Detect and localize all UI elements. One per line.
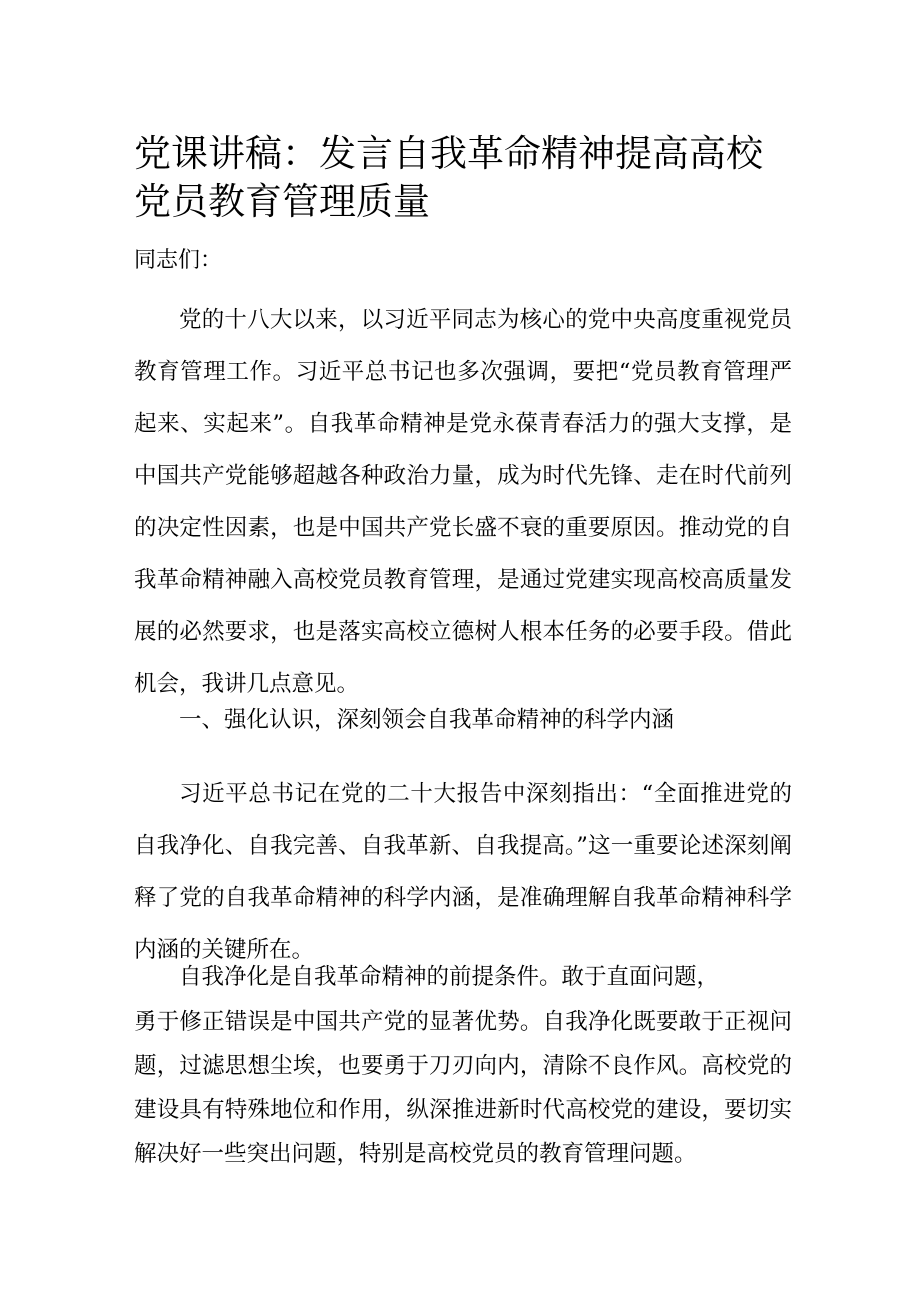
- paragraph-intro: 党的十八大以来，以习近平同志为核心的党中央高度重视党员教育管理工作。习近平总书记也多次强调，要把“党员教育管理严起来、实起来”。自我革命精神是党永葆青春活力的强大支撑，是中国共产党能够超越各种政治力量，成为时代先锋、走在时代前列的决定性因素，也是中国共产党长盛不衰的重要原因。推动党的自我革命精神融入高校党员教育管理，是通过党建实现高校高质量发展的必然要求，也是落实高校立德树人根本任务的必要手段。借此机会，我讲几点意见。: [134, 307, 792, 697]
- paragraph-3-first-line: 自我净化是自我革命精神的前提条件。敢于直面问题，: [179, 964, 720, 990]
- paragraph-2: 习近平总书记在党的二十大报告中深刻指出：“全面推进党的自我净化、自我完善、自我革新、自我提高。”这一重要论述深刻阐释了党的自我革命精神的科学内涵，是准确理解自我革命精神科学内涵的关键所在。: [134, 781, 792, 963]
- paragraph-3-body: 勇于修正错误是中国共产党的显著优势。自我净化既要敢于正视问题，过滤思想尘埃，也要勇于刀刃向内，清除不良作风。高校党的建设具有特殊地位和作用，纵深推进新时代高校党的建设，要切实解决好一些突出问题，特别是高校党员的教育管理问题。: [134, 1009, 792, 1167]
- document-title: 党课讲稿：发言自我革命精神提高高校党员教育管理质量: [134, 132, 763, 223]
- salutation: 同志们：: [134, 248, 223, 273]
- section-heading-1: 一、强化认识，深刻领会自我革命精神的科学内涵: [179, 707, 675, 733]
